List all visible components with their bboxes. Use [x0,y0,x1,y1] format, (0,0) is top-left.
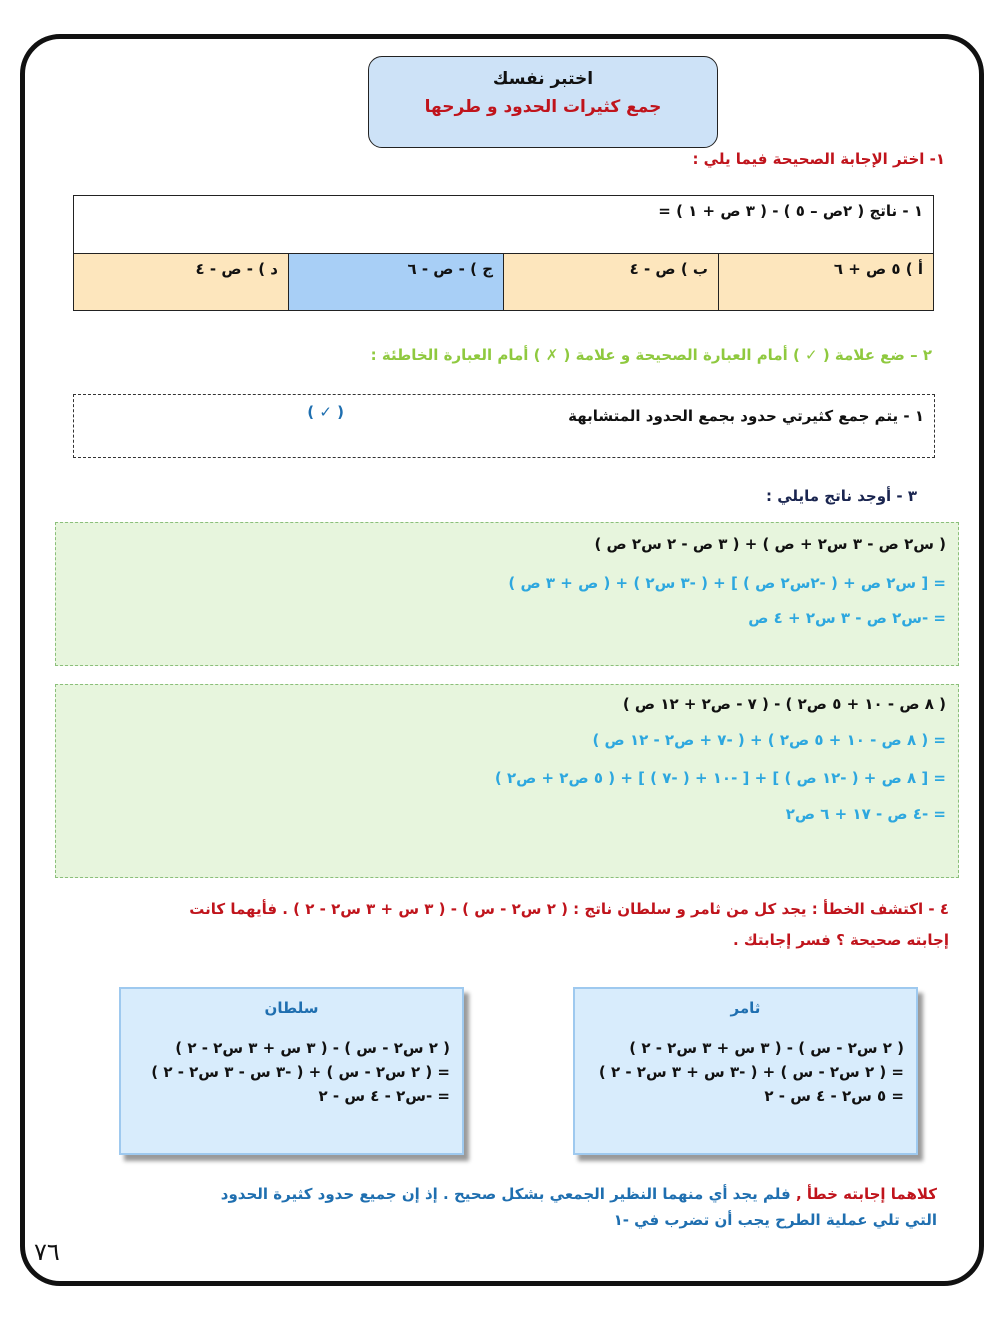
q1-option-a[interactable]: أ ) ٥ ص + ٦ [719,254,934,311]
q1-option-d[interactable]: د ) - ص - ٤ [74,254,289,311]
q4-answer-blue1: فلم يجد أي منهما النظير الجمعي بشكل صحيح . إذ إن جميع حدود كثيرة الحدود [220,1185,796,1203]
q4-heading-line2: إجابته صحيحة ؟ فسر إجابتك . [732,931,949,949]
q3-p2-problem: ( ٨ ص - ١٠ + ٥ ص٢ ) - ( ٧ - ص٢ + ١٢ ص ) [622,695,946,713]
sultan-name: سلطان [264,999,319,1017]
q3-p1-problem: ( س٢ ص - ٣ س٢ + ص ) + ( ٣ ص - ٢ س٢ ص ) [594,535,946,553]
page-title: اختبر نفسك [492,69,594,89]
q2-statement: ١ - يتم جمع كثيرتي حدود بجمع الحدود المتشابهة [568,407,924,425]
q4-answer [107,1181,937,1233]
q4-answer-red: كلاهما إجابته خطأ , [795,1185,937,1203]
q2-heading: ٢ – ضع علامة ( ✓ ) أمام العبارة الصحيحة و علامة ( ✗ ) أمام العبارة الخاطئة : [370,346,932,364]
sultan-line2: = ( ٢ س٢ - س ) + ( -٣ س - ٣ س٢ - ٢ ) [151,1063,450,1081]
page-number: ٧٦ [34,1238,60,1266]
thamer-line1: ( ٢ س٢ - س ) - ( ٣ س + ٣ س٢ - ٢ ) [629,1039,904,1057]
q1-option-c-selected[interactable]: ج ) - ص - ٦ [289,254,504,311]
q2-statement-box [73,394,935,458]
thamer-name: ثامر [730,999,761,1017]
thamer-line2: = ( ٢ س٢ - س ) + ( -٣ س + ٣ س٢ - ٢ ) [598,1063,904,1081]
sultan-line3: = -س٢ - ٤ س - ٢ [318,1087,450,1105]
q4-heading-line1: ٤ - اكتشف الخطأ : يجد كل من ثامر و سلطان ناتج : ( ٢ س٢ - س ) - ( ٣ س + ٣ س٢ - ٢ ) . فأيهما كانت [189,900,949,918]
q3-p2-step3: = -٤ ص - ١٧ + ٦ ص٢ [785,805,946,823]
page-subtitle: جمع كثيرات الحدود و طرحها [424,97,662,117]
q2-check-mark: ( ✓ ) [307,403,344,421]
q3-heading: ٣ - أوجد ناتج مايلي : [766,487,917,505]
q3-p2-step1: = ( ٨ ص - ١٠ + ٥ ص٢ ) + ( -٧ + ص٢ - ١٢ ص ) [592,731,946,749]
q1-option-b[interactable]: ب ) ص - ٤ [504,254,719,311]
title-box [368,56,718,148]
q3-p2-step2: = [ ٨ ص + ( -١٢ ص ) ] + [ -١٠ + ( -٧ ) ] + ( ٥ ص٢ + ص٢ ) [494,769,946,787]
sultan-card [119,987,464,1155]
q3-p1-step2: = -س٢ ص - ٣ س٢ + ٤ ص [748,609,946,627]
sultan-line1: ( ٢ س٢ - س ) - ( ٣ س + ٣ س٢ - ٢ ) [175,1039,450,1057]
q1-table [73,195,934,311]
thamer-line3: = ٥ س٢ - ٤ س - ٢ [764,1087,904,1105]
q1-heading: ١- اختر الإجابة الصحيحة فيما يلي : [692,150,945,168]
q3-p1-step1: = [ س٢ ص + ( -٢س٢ ص ) ] + ( -٣ س٢ ) + ( ص + ٣ ص ) [508,574,946,592]
q4-answer-blue2: التي تلي عملية الطرح يجب أن تضرب في -١ [613,1211,937,1229]
q1-question: ١ - ناتج ( ٢ص – ٥ ) - ( ٣ ص + ١ ) = [74,196,934,254]
q3-problem1-box [55,522,959,666]
q3-problem2-box [55,684,959,878]
thamer-card [573,987,918,1155]
